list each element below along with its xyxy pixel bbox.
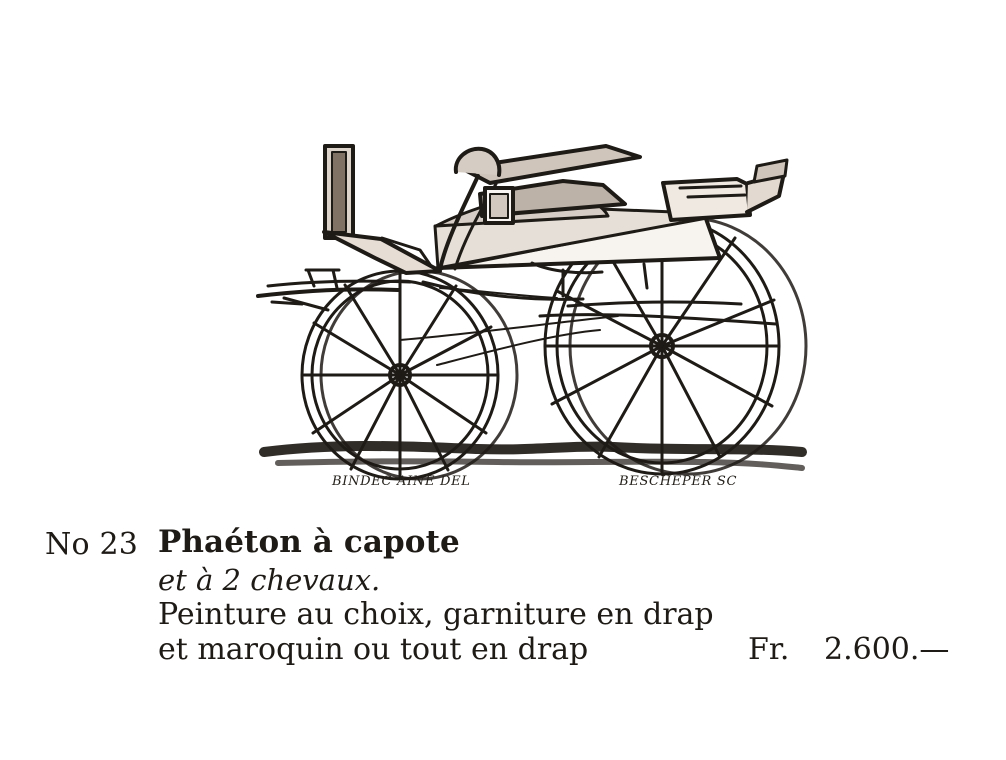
catalog-number: No 23 [45,527,139,562]
price-currency: Fr. [748,632,790,667]
vehicle-title: Phaéton à capote [158,524,460,560]
illustration-credit-right: BESCHEPER SC [619,474,738,489]
description-line-1: Peinture au choix, garniture en drap [158,597,714,632]
illustration-credit-left: BINDEC AINE DEL [332,474,471,489]
phaeton-engraving [250,120,810,495]
ground-shadow [264,446,802,452]
price-value: 2.600.— [824,632,950,667]
vehicle-subtitle: et à 2 chevaux. [158,563,381,597]
carriage-illustration [250,120,810,495]
description-line-2: et maroquin ou tout en drap [158,632,589,667]
carriage-pole [258,289,398,296]
